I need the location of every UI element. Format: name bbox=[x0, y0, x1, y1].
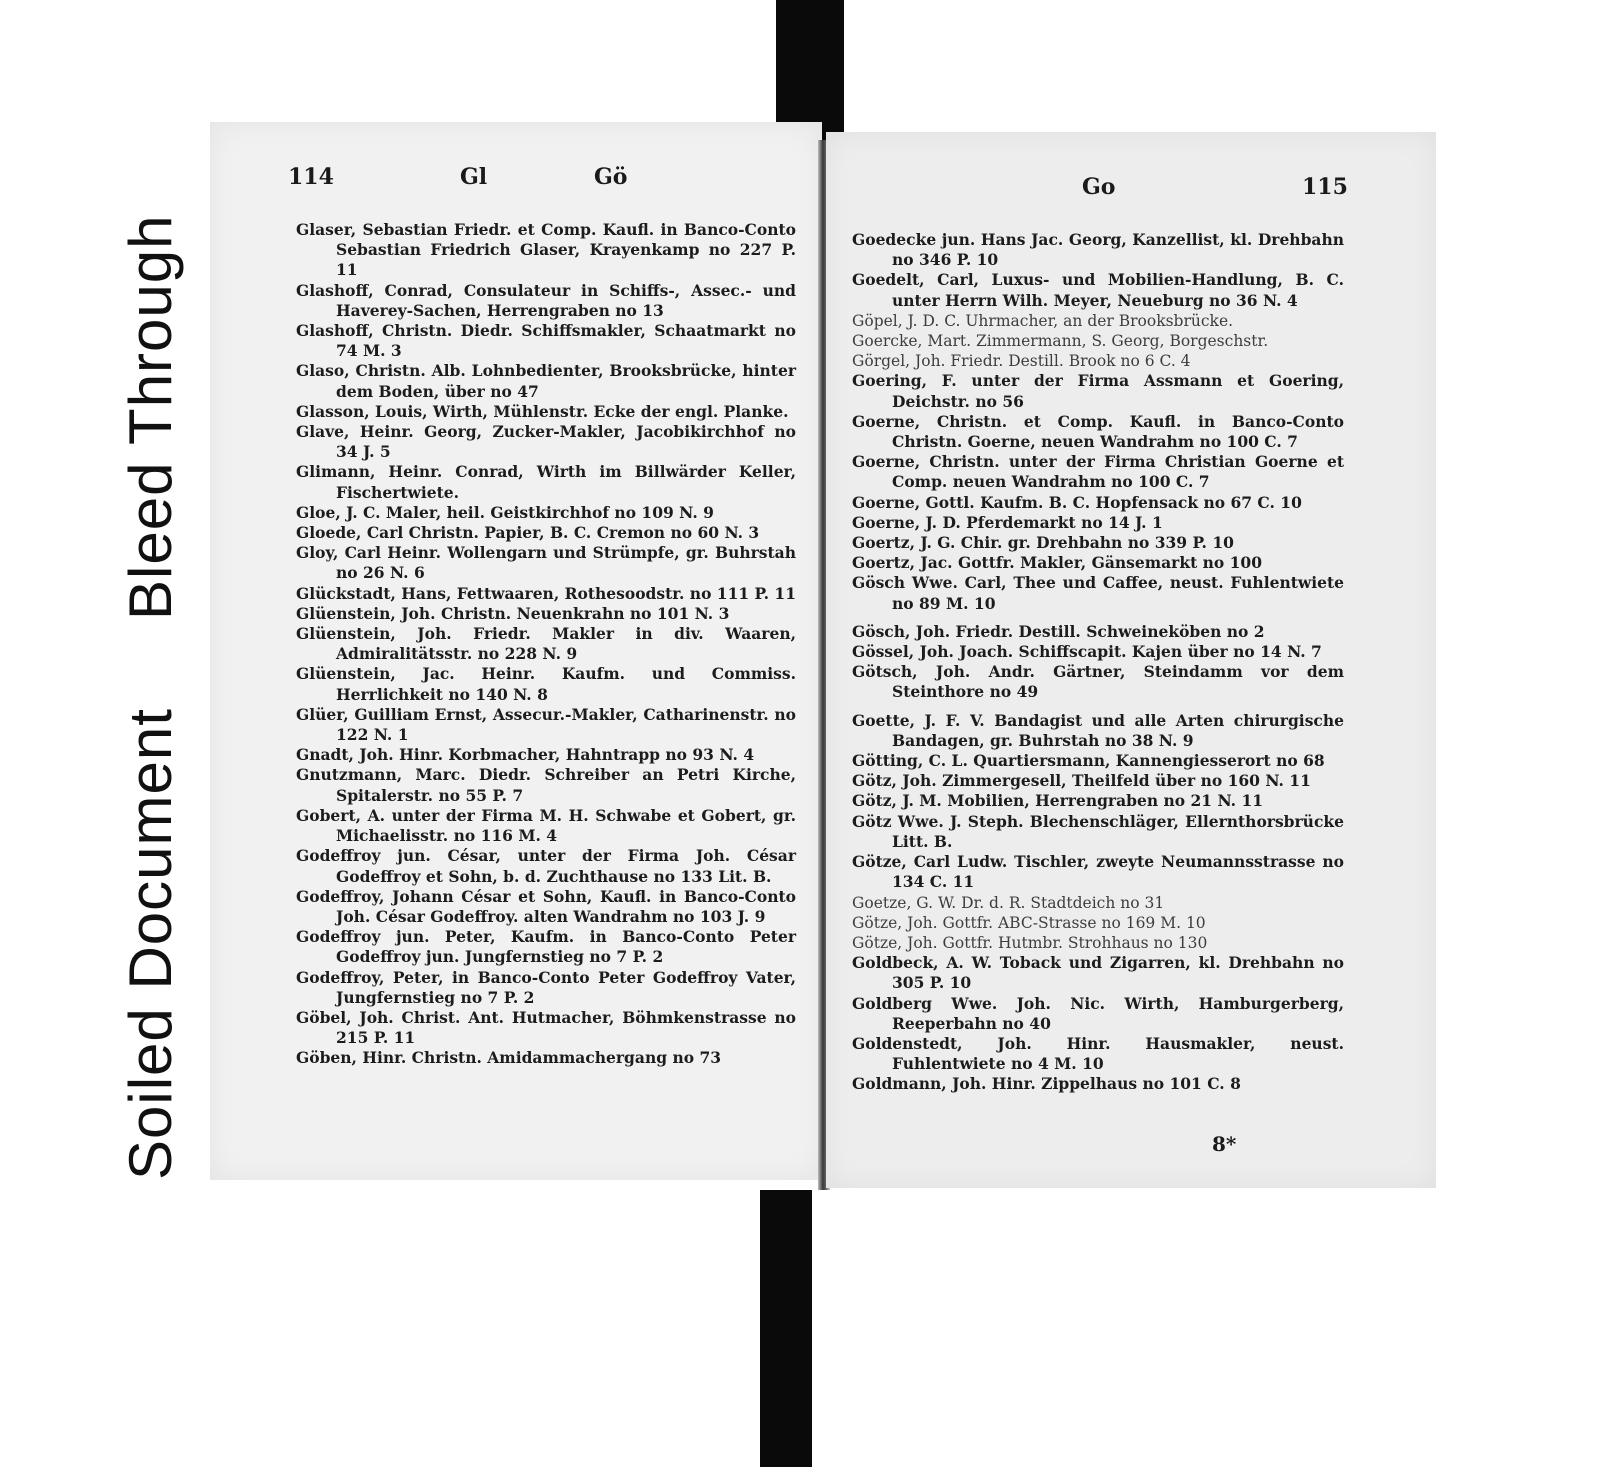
directory-entry: Glimann, Heinr. Conrad, Wirth im Billwärder Keller, Fischertwiete. bbox=[296, 462, 796, 502]
left-page-header bbox=[210, 164, 822, 198]
directory-entry: Goldenstedt, Joh. Hinr. Hausmakler, neust. Fuhlentwiete no 4 M. 10 bbox=[852, 1033, 1344, 1074]
right-page-number: 115 bbox=[1302, 174, 1348, 200]
directory-entry: Glüenstein, Jac. Heinr. Kaufm. und Commiss. Herrlichkeit no 140 N. 8 bbox=[296, 664, 796, 704]
directory-entry: Goldbeck, A. W. Toback und Zigarren, kl. Drehbahn no 305 P. 10 bbox=[852, 953, 1344, 993]
left-header-mid: Gl bbox=[460, 164, 488, 190]
directory-entry: Glüenstein, Joh. Christn. Neuenkrahn no 101 N. 3 bbox=[296, 603, 730, 623]
directory-entry: Goertz, Jac. Gottfr. Makler, Gänsemarkt no 100 bbox=[852, 553, 1262, 573]
directory-entry: Götz Wwe. J. Steph. Blechenschläger, Ellernthorsbrücke Litt. B. bbox=[852, 811, 1344, 851]
directory-entry: Gnutzmann, Marc. Diedr. Schreiber an Petri Kirche, Spitalerstr. no 55 P. 7 bbox=[296, 765, 796, 805]
soiled-document-label: Soiled Document bbox=[117, 708, 184, 1180]
directory-entry: Göbel, Joh. Christ. Ant. Hutmacher, Böhmkenstrasse no 215 P. 11 bbox=[296, 1007, 796, 1048]
directory-entry: Görgel, Joh. Friedr. Destill. Brook no 6 C. 4 bbox=[852, 352, 1191, 371]
right-page bbox=[826, 132, 1436, 1188]
right-entry-list bbox=[852, 230, 1344, 1095]
directory-entry: Glückstadt, Hans, Fettwaaren, Rothesoodstr. no 111 P. 11 bbox=[296, 583, 797, 603]
directory-entry: Götsch, Joh. Andr. Gärtner, Steindamm vor dem Steinthore no 49 bbox=[852, 662, 1344, 702]
directory-entry: Götze, Joh. Gottfr. ABC-Strasse no 169 M. 10 bbox=[852, 913, 1206, 932]
binding-strip-bottom bbox=[760, 1190, 812, 1467]
directory-entry: Glüenstein, Joh. Friedr. Makler in div. Waaren, Admiralitätsstr. no 228 N. 9 bbox=[296, 624, 796, 664]
directory-entry: Goerne, Christn. et Comp. Kaufl. in Banco-Conto Christn. Goerne, neuen Wandrahm no 100 C. 7 bbox=[852, 411, 1344, 452]
directory-entry: Godeffroy jun. Peter, Kaufm. in Banco-Conto Peter Godeffroy jun. Jungfernstieg no 7 P. 2 bbox=[296, 927, 796, 967]
directory-entry: Gobert, A. unter der Firma M. H. Schwabe et Gobert, gr. Michaelisstr. no 116 M. 4 bbox=[296, 805, 796, 846]
directory-entry: Göben, Hinr. Christn. Amidammachergang no 73 bbox=[296, 1048, 722, 1068]
directory-entry: Goerne, Gottl. Kaufm. B. C. Hopfensack no 67 C. 10 bbox=[852, 492, 1302, 512]
directory-entry: Göpel, J. D. C. Uhrmacher, an der Brooksbrücke. bbox=[852, 311, 1234, 330]
directory-entry: Gösch Wwe. Carl, Thee und Caffee, neust. Fuhlentwiete no 89 M. 10 bbox=[852, 573, 1344, 613]
directory-entry: Glaser, Sebastian Friedr. et Comp. Kaufl. in Banco-Conto Sebastian Friedrich Glaser, Krayenkamp no 227 P. 11 bbox=[296, 220, 796, 280]
right-header-mid: Go bbox=[1082, 174, 1116, 200]
directory-entry: Gösch, Joh. Friedr. Destill. Schweineköben no 2 bbox=[852, 621, 1265, 641]
directory-entry: Gloe, J. C. Maler, heil. Geistkirchhof no 109 N. 9 bbox=[296, 502, 714, 522]
directory-entry: Goetze, G. W. Dr. d. R. Stadtdeich no 31 bbox=[852, 893, 1165, 912]
directory-entry: Glashoff, Conrad, Consulateur in Schiffs-, Assec.- und Haverey-Sachen, Herrengraben no 13 bbox=[296, 280, 796, 320]
directory-entry: Godeffroy jun. César, unter der Firma Joh. César Godeffroy et Sohn, b. d. Zuchthause no 133 Lit. B. bbox=[296, 846, 796, 886]
directory-entry: Götz, J. M. Mobilien, Herrengraben no 21 N. 11 bbox=[852, 791, 1264, 811]
directory-entry: Glasson, Louis, Wirth, Mühlenstr. Ecke der engl. Planke. bbox=[296, 401, 789, 421]
directory-entry: Glave, Heinr. Georg, Zucker-Makler, Jacobikirchhof no 34 J. 5 bbox=[296, 422, 796, 462]
directory-entry: Goldmann, Joh. Hinr. Zippelhaus no 101 C. 8 bbox=[852, 1074, 1241, 1094]
directory-entry: Goldberg Wwe. Joh. Nic. Wirth, Hamburgerberg, Reeperbahn no 40 bbox=[852, 993, 1344, 1033]
directory-entry: Goedecke jun. Hans Jac. Georg, Kanzellist, kl. Drehbahn no 346 P. 10 bbox=[852, 230, 1344, 270]
directory-entry: Goertz, J. G. Chir. gr. Drehbahn no 339 P. 10 bbox=[852, 533, 1234, 553]
directory-entry: Götz, Joh. Zimmergesell, Theilfeld über no 160 N. 11 bbox=[852, 771, 1311, 791]
right-page-header bbox=[826, 174, 1436, 208]
directory-entry: Gnadt, Joh. Hinr. Korbmacher, Hahntrapp no 93 N. 4 bbox=[296, 745, 755, 765]
left-header-right: Gö bbox=[594, 164, 628, 190]
directory-entry: Goerne, Christn. unter der Firma Christian Goerne et Comp. neuen Wandrahm no 100 C. 7 bbox=[852, 452, 1344, 492]
directory-entry: Goercke, Mart. Zimmermann, S. Georg, Borgeschstr. bbox=[852, 332, 1269, 351]
directory-entry: Godeffroy, Johann César et Sohn, Kaufl. in Banco-Conto Joh. César Godeffroy. alten Wandrahm no 103 J. 9 bbox=[296, 886, 796, 926]
signature-mark: 8* bbox=[1212, 1132, 1237, 1156]
directory-entry: Godeffroy, Peter, in Banco-Conto Peter Godeffroy Vater, Jungfernstieg no 7 P. 2 bbox=[296, 967, 796, 1007]
directory-entry: Götze, Carl Ludw. Tischler, zweyte Neumannsstrasse no 134 C. 11 bbox=[852, 852, 1344, 892]
directory-entry: Goerne, J. D. Pferdemarkt no 14 J. 1 bbox=[852, 512, 1163, 532]
directory-entry: Goering, F. unter der Firma Assmann et Goering, Deichstr. no 56 bbox=[852, 371, 1344, 411]
bleed-through-label: Bleed Through bbox=[117, 214, 184, 620]
directory-entry: Gloy, Carl Heinr. Wollengarn und Strümpfe, gr. Buhrstah no 26 N. 6 bbox=[296, 543, 796, 583]
directory-entry: Gloede, Carl Christn. Papier, B. C. Cremon no 60 N. 3 bbox=[296, 523, 760, 543]
directory-entry: Götze, Joh. Gottfr. Hutmbr. Strohhaus no 130 bbox=[852, 933, 1208, 952]
directory-entry: Goette, J. F. V. Bandagist und alle Arten chirurgische Bandagen, gr. Buhrstah no 38 N. 9 bbox=[852, 710, 1344, 750]
directory-entry: Glashoff, Christn. Diedr. Schiffsmakler, Schaatmarkt no 74 M. 3 bbox=[296, 321, 796, 361]
directory-entry: Götting, C. L. Quartiersmann, Kannengiesserort no 68 bbox=[852, 751, 1325, 771]
directory-entry: Gössel, Joh. Joach. Schiffscapit. Kajen über no 14 N. 7 bbox=[852, 642, 1322, 662]
left-entry-list bbox=[296, 220, 796, 1069]
directory-entry: Goedelt, Carl, Luxus- und Mobilien-Handlung, B. C. unter Herrn Wilh. Meyer, Neueburg no 36 N. 4 bbox=[852, 270, 1344, 310]
directory-entry: Glüer, Guilliam Ernst, Assecur.-Makler, Catharinenstr. no 122 N. 1 bbox=[296, 704, 796, 745]
directory-entry: Glaso, Christn. Alb. Lohnbedienter, Brooksbrücke, hinter dem Boden, über no 47 bbox=[296, 361, 796, 401]
left-page bbox=[210, 122, 822, 1180]
left-page-number: 114 bbox=[288, 164, 334, 190]
